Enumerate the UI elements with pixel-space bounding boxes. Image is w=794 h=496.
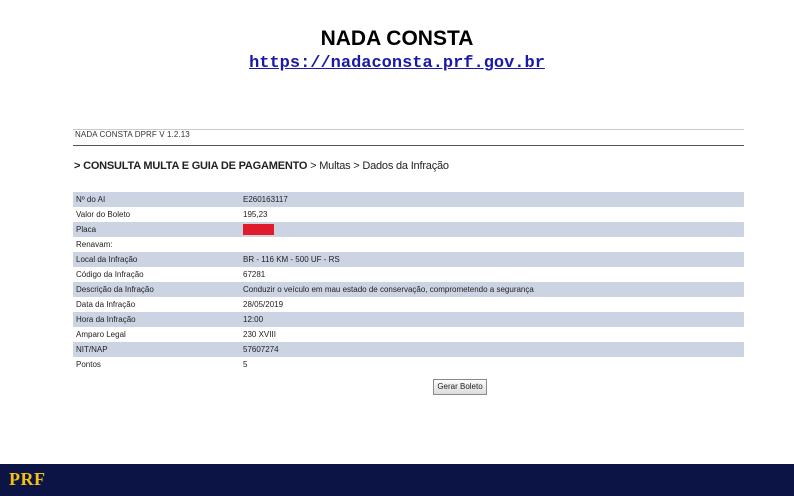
table-row — [73, 192, 744, 207]
table-row — [73, 267, 744, 282]
row-value: Conduzir o veículo em mau estado de conservação, comprometendo a segurança — [243, 285, 534, 294]
row-label: Hora da Infração — [76, 315, 136, 324]
row-label: Descrição da Infração — [76, 285, 154, 294]
app-screenshot — [73, 125, 744, 397]
table-row — [73, 252, 744, 267]
table-row — [73, 297, 744, 312]
row-label: Valor do Boleto — [76, 210, 131, 219]
plate-redaction — [243, 224, 274, 235]
table-row — [73, 312, 744, 327]
row-value: 57607274 — [243, 345, 279, 354]
table-row — [73, 342, 744, 357]
row-label: Pontos — [76, 360, 101, 369]
row-value: 12:00 — [243, 315, 264, 324]
row-label: NIT/NAP — [76, 345, 108, 354]
table-row — [73, 282, 744, 297]
row-label: Nº do AI — [76, 195, 106, 204]
row-value: 5 — [243, 360, 248, 369]
row-label: Amparo Legal — [76, 330, 126, 339]
row-value: 230 XVIII — [243, 330, 276, 339]
prf-logo: PRF — [9, 469, 46, 489]
row-value — [242, 224, 744, 235]
table-row — [73, 207, 744, 222]
generate-bill-button[interactable]: Gerar Boleto — [433, 379, 487, 395]
breadcrumb-rest: > Multas > Dados da Infração — [307, 160, 449, 172]
row-value: E260163117 — [243, 195, 288, 204]
table-row — [73, 222, 744, 237]
table-row — [73, 237, 744, 252]
table-row — [73, 357, 744, 372]
slide-link[interactable]: https://nadaconsta.prf.gov.br — [249, 54, 545, 73]
header-divider — [73, 145, 744, 146]
row-value: 28/05/2019 — [243, 300, 284, 309]
row-value: BR - 116 KM - 500 UF - RS — [243, 255, 340, 264]
row-label: Local da Infração — [76, 255, 138, 264]
slide-title: NADA CONSTA — [320, 27, 474, 50]
row-label: Data da Infração — [76, 300, 136, 309]
breadcrumb — [74, 160, 449, 172]
row-label: Código da Infração — [76, 270, 144, 279]
row-value: 195,23 — [243, 210, 268, 219]
row-label: Placa — [76, 225, 97, 234]
footer-bar — [0, 464, 794, 496]
app-name: NADA CONSTA DPRF V 1.2.13 — [75, 130, 190, 139]
row-label: Renavam: — [76, 240, 113, 249]
row-value: 67281 — [243, 270, 266, 279]
infraction-details-table — [73, 192, 744, 372]
table-row — [73, 327, 744, 342]
breadcrumb-main[interactable]: > CONSULTA MULTA E GUIA DE PAGAMENTO — [74, 160, 308, 172]
